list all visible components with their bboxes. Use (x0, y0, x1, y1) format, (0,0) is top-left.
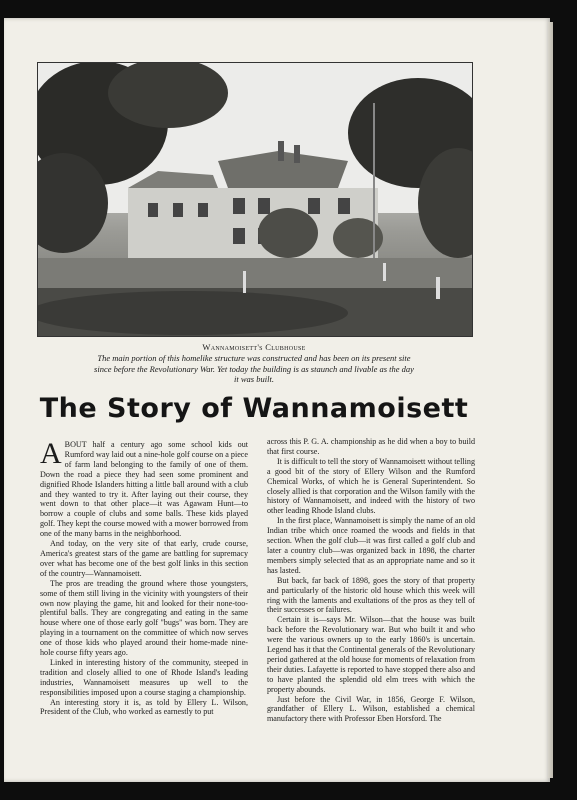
article-paragraph: And today, on the very site of that early, crude course, America's greatest stars of the game are battling for supremacy over what has become one of the best golf links in this section of the country—Wannamoisett. (40, 539, 248, 578)
article-paragraph: Just before the Civil War, in 1856, George F. Wilson, grandfather of Ellery L. Wilson, established a chemical manufactory there with Professor Eben Horsford. The (267, 694, 475, 724)
photo-caption-title: Wannamoisett's Clubhouse (202, 342, 306, 352)
article-paragraph: Linked in interesting history of the community, steeped in tradition and closely allied to one of Rhode Island's leading industries, Wannamoisett measures up well to the responsibilities imposed upon a course staging a championship. (40, 657, 248, 697)
drop-cap: A (40, 437, 62, 470)
article-paragraph: ABOUT half a century ago some school kids out Rumford way laid out a nine-hole golf course on a piece of farm land belonging to the family of one of them. Down the road a piece they had seen some prominent and dignified Rhode Islanders hitting a little ball around with a club and they wanted to try it. After laying out their course, they went down to that other place—it was Agawam Hunt—to borrow a couple of clubs and some balls. These kids played golf. They kept the course mowed with a mower borrowed from one of the many barns in the neighborhood. (40, 437, 248, 539)
article-headline: The Story of Wannamoisett (39, 393, 469, 424)
article-paragraph: An interesting story it is, as told by Ellery L. Wilson, President of the Club, who worked as earnestly to put (40, 697, 248, 717)
article-paragraph: It is difficult to tell the story of Wannamoisett without telling a good bit of the story of Ellery Wilson and the Rumford Chemical Works, of which he is General Superintendent. So closely allied is that corporation and the Wilson family with the history of Wannamoisett, and indeed with the history of two other leading Rhode Island clubs. (267, 456, 475, 516)
article-paragraph: across this P. G. A. championship as he did when a boy to build that first course. (267, 437, 475, 456)
article-column-left (40, 437, 248, 717)
article-paragraph: Certain it is—says Mr. Wilson—that the house was built back before the Revolutionary war. But who built it and who were the various owners up to the early 1860's is uncertain. Legend has it that the Continental generals of the Revolutionary period gathered at the old house for moments of relaxation from their duties. Lafayette is reported to have stopped there also and to have planted the splendid old elm trees with which the property abounds. (267, 615, 475, 694)
article-column-right (267, 437, 475, 724)
article-paragraph: But back, far back of 1898, goes the story of that property and particularly of the historic old house which this week will ring with the laments and exultations of the pros as they tell of their successes or failures. (267, 575, 475, 615)
page-edge (548, 22, 553, 778)
article-paragraph: The pros are treading the ground where those youngsters, some of them still living in the vicinity with youngsters of their own now playing the game, hit and looked for their none-too-plentiful balls. They are congregating and eating in the same house where one of those early golf "bugs" was born. They are playing in a tournament on the committee of which now serves one of those kids who played around their home-made nine-hole course fifty years ago. (40, 578, 248, 658)
photo-caption-body: The main portion of this homelike structure was constructed and has been on its present site since before the Revolutionary War. Yet today the building is as staunch and livable as the day it was built. (94, 353, 414, 384)
clubhouse-photo (37, 62, 473, 337)
article-paragraph: In the first place, Wannamoisett is simply the name of an old Indian tribe which once roamed the woods and fields in that section. When the golf club—it was first called a golf club and later a country club—was organized back in 1898, the charter members simply selected that as an appropriate name and so it has lasted. (267, 516, 475, 575)
